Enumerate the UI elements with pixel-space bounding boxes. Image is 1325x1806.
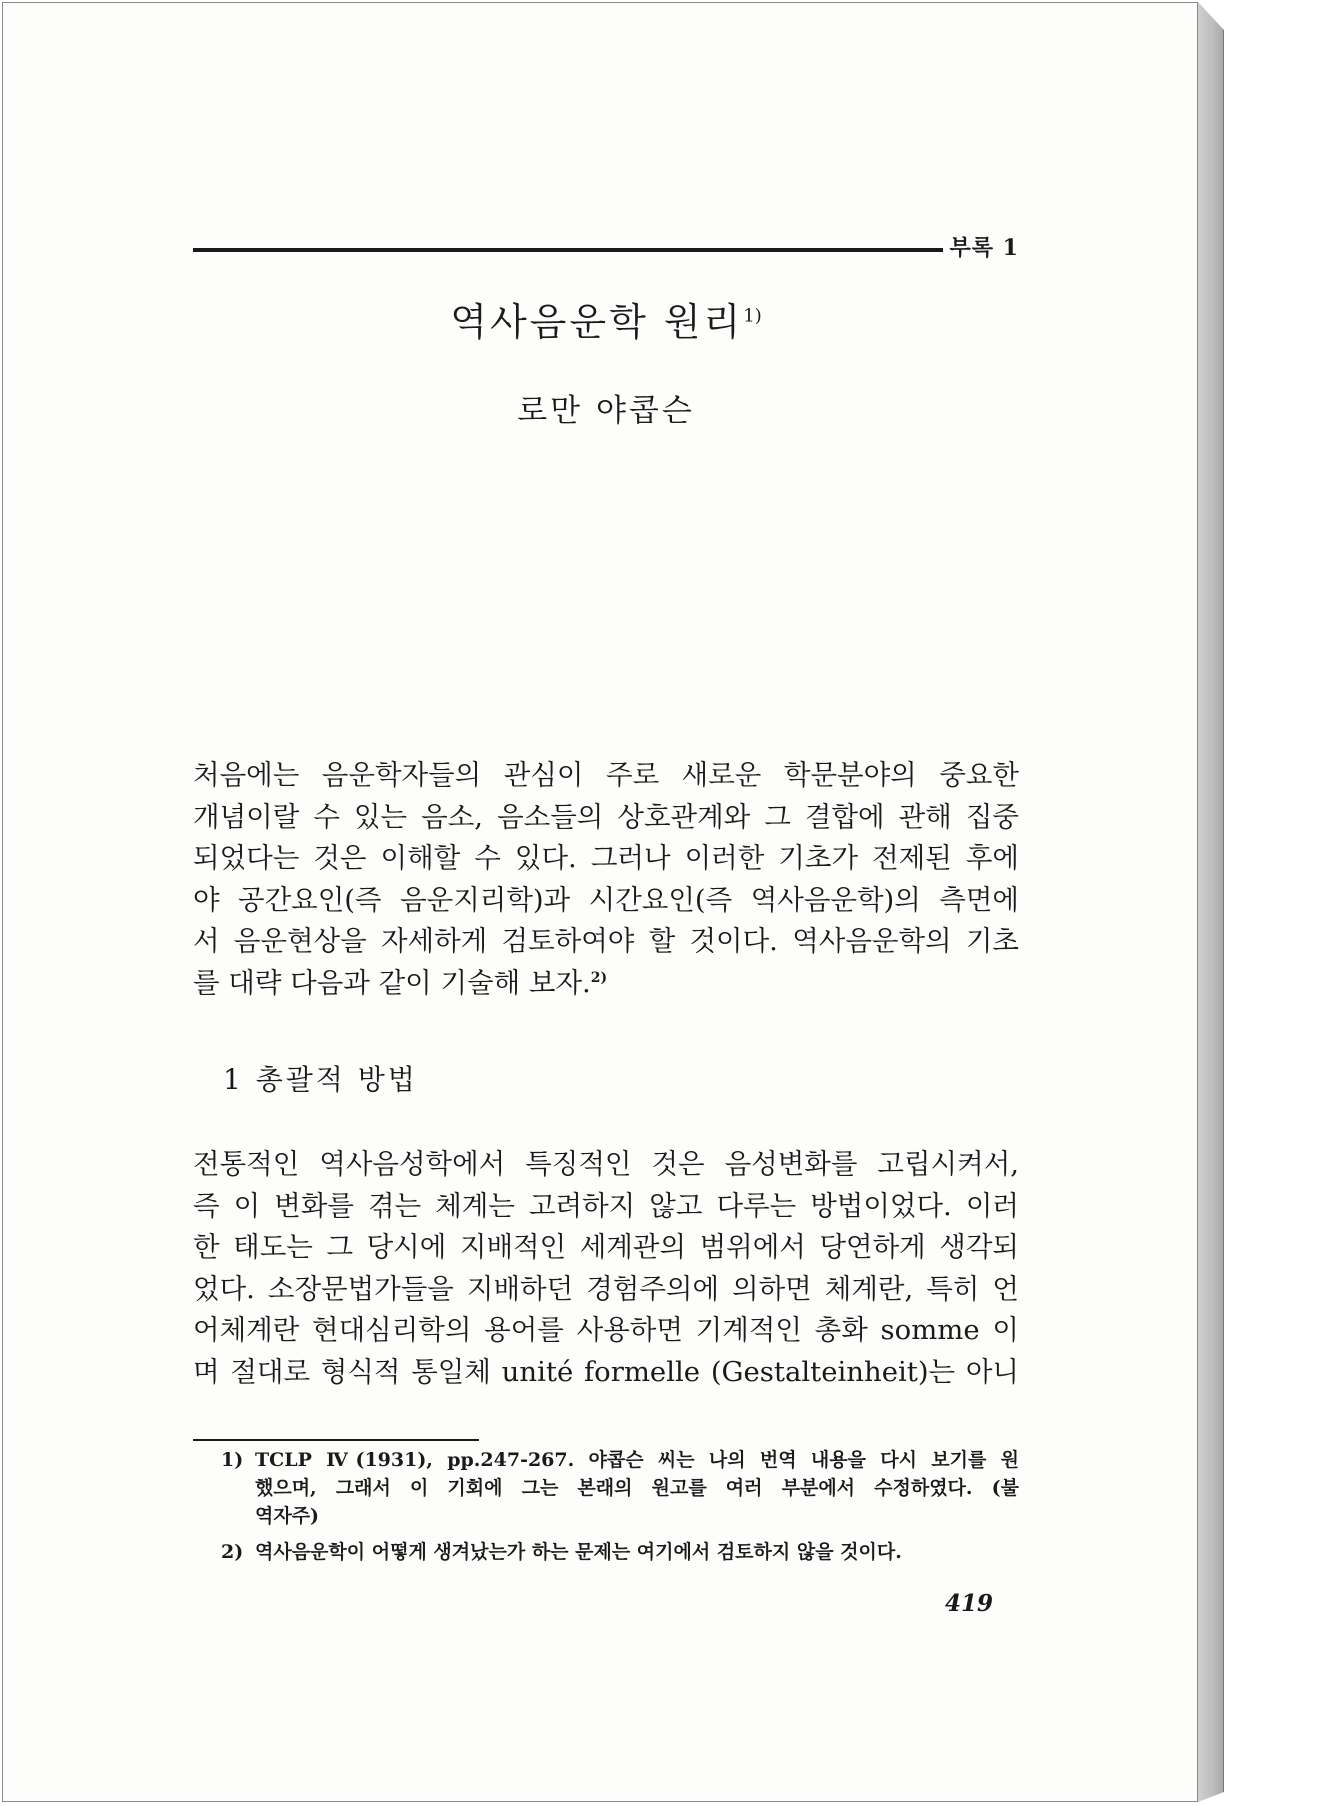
chapter-title	[193, 291, 1019, 346]
section-line: 전통적인 역사음성학에서 특징적인 것은 음성변화를 고립시켜서,	[193, 1148, 1019, 1180]
section-line: 즉 이 변화를 겪는 체계는 고려하지 않고 다루는 방법이었다. 이러	[193, 1189, 1019, 1222]
page-edge	[1198, 2, 1224, 1802]
intro-paragraph	[193, 755, 1019, 1004]
header	[193, 229, 1019, 259]
footnote-line: 했으며, 그래서 이 기회에 그는 본래의 원고를 여러 부분에서 수정하였다. (불	[255, 1477, 1019, 1499]
section-heading: 1 총괄적 방법	[223, 1063, 418, 1096]
footnote-1	[221, 1446, 1019, 1530]
title-footnote-mark: 1)	[743, 305, 762, 327]
footnote-number: 1)	[221, 1449, 244, 1471]
section-line: 며 절대로 형식적 통일체 unité formelle (Gestalteinheit)는 아니	[193, 1355, 1019, 1388]
intro-line: 되었다는 것은 이해할 수 있다. 그러나 이러한 기초가 전제된 후에	[193, 842, 1019, 874]
footnote-line: TCLP Ⅳ(1931), pp.247-267. 야콥슨 씨는 나의 번역 내용을 다시 보기를 원	[255, 1449, 1019, 1471]
header-rule	[193, 248, 943, 252]
chapter-title-text: 역사음운학 원리	[450, 300, 744, 344]
section-paragraph	[193, 1144, 1019, 1393]
intro-line-last-text: 를 대략 다음과 같이 기술해 보자.	[193, 966, 591, 999]
footnote-2	[221, 1538, 1019, 1566]
footnotes	[221, 1446, 1019, 1566]
running-head: 부록 1	[949, 235, 1019, 261]
book-page	[2, 2, 1198, 1802]
section-line: 어체계란 현대심리학의 용어를 사용하면 기계적인 총화 somme 이	[193, 1314, 1019, 1346]
section-line: 한 태도는 그 당시에 지배적인 세계관의 범위에서 당연하게 생각되	[193, 1231, 1019, 1263]
footnote-line: 역사음운학이 어떻게 생겨났는가 하는 문제는 여기에서 검토하지 않을 것이다.	[255, 1541, 902, 1563]
intro-line: 서 음운현상을 자세하게 검토하여야 할 것이다. 역사음운학의 기초	[193, 925, 1019, 957]
intro-line: 야 공간요인(즉 음운지리학)과 시간요인(즉 역사음운학)의 측면에	[193, 883, 1019, 916]
intro-line: 개념이랄 수 있는 음소, 음소들의 상호관계와 그 결합에 관해 집중	[193, 800, 1019, 833]
section-line: 었다. 소장문법가들을 지배하던 경험주의에 의하면 체계란, 특히 언	[193, 1272, 1019, 1305]
footnote-line: 역자주)	[255, 1505, 320, 1527]
footnote-rule	[193, 1439, 479, 1441]
intro-footnote-mark: 2)	[590, 969, 608, 986]
author-name: 로만 야콥슨	[517, 393, 695, 429]
page-number: 419	[944, 1590, 993, 1617]
intro-line: 처음에는 음운학자들의 관심이 주로 새로운 학문분야의 중요한	[193, 759, 1019, 791]
footnote-number: 2)	[221, 1541, 244, 1563]
intro-line-last	[193, 963, 1019, 1005]
